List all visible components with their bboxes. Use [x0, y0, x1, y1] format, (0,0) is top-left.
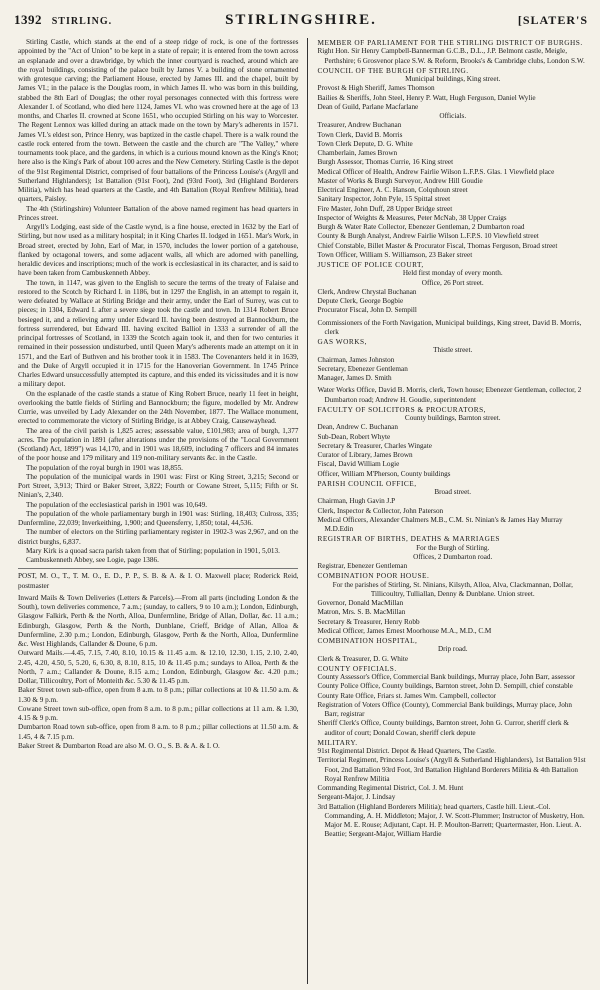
entry: Officer, William M'Pherson, County buildings	[317, 469, 451, 478]
entry: Right Hon. Sir Henry Campbell-Bannerman G.C.B., D.L., J.P. Belmont castle, Meigle, Perthshire; 6 Grosvenor place S.W. & Reform, Brooks's & Cambridge clubs, London S.W.	[317, 47, 585, 65]
entry: Registrar, Ebenezer Gentleman	[317, 562, 408, 570]
entry: County Assessor's Office, Commercial Bank buildings, Murray place, John Barr, assessor	[317, 673, 576, 681]
section-heading: COMBINATION HOSPITAL,	[317, 636, 418, 645]
section-subheading: Held first monday of every month.	[402, 269, 503, 278]
sub-office-entry: Baker Street town sub-office, open from 8 a.m. to 8 p.m.; pillar collections at 10 & 11.50 a.m. & 1.30 & 9 p.m.	[18, 686, 299, 704]
running-head: STIRLING.	[51, 16, 113, 27]
section-subheading: Officials.	[439, 112, 467, 120]
entry: Medical Officer of Health, Andrew Fairlie Wilson L.F.P.S. Glas. 1 Viewfield place	[317, 167, 555, 176]
entry: Curator of Library, James Brown	[317, 451, 413, 459]
entry: Sub-Dean, Robert Whyte	[317, 432, 391, 441]
entry: Water Works Office, David B. Morris, clerk, Town house; Ebenezer Gentleman, collector, 2 Dumbarton road; Andrew H. Goudie, superintendent	[317, 386, 582, 404]
section-heading: COUNTY OFFICIALS.	[317, 663, 397, 673]
entry: Chairman, James Johnston	[317, 355, 395, 364]
section-heading: COUNCIL OF THE BURGH OF STIRLING.	[317, 65, 469, 75]
entry: Procurator Fiscal, John D. Sempill	[317, 306, 417, 315]
entry: Depute Clerk, George Bogbie	[317, 297, 404, 305]
population-paragraph: The population of the royal burgh in 1901 was 18,855.	[26, 463, 183, 472]
entry: Medical Officer, James Ernest Moorhouse M.A., M.D., C.M	[317, 626, 492, 635]
population-paragraph: The population of the municipal wards in 1901 was: First or King Street, 3,215; Second or Port Street, 3,913; Third or Baker Street, 3,822; Fourth or Cowane Street, 5,115; Fifth or St. Ninian's, 2,340.	[18, 472, 299, 500]
text-columns	[18, 38, 588, 984]
entry: Clerk, Andrew Chrystal Buchanan	[317, 287, 417, 296]
entry: Fire Master, John Duff, 28 Upper Bridge street	[317, 204, 453, 213]
sub-office-entry: Cowane Street town sub-office, open from 8 a.m. to 8 p.m.; pillar collections at 11 a.m. & 1.30, 4.15 & 9 p.m.	[18, 704, 299, 722]
history-paragraph: Stirling Castle, which stands at the end of a steep ridge of rock, is one of the fortresses appointed by the "Act of Union" to be kept in a state of repair; it is entered from the town across an esplanade and over a drawbridge, by which the inner courtyard is reached, around which are the royal buildings, consisting of the palace built by James V. a building of stone ornamented with grotesque carving; the Parliament House, erected by James III. and the chapel, built by James VI.; in the palace is the Douglas room, in which James II. who was born in this building, stabbed the 8th Earl of Douglas; the other royal personages connected with this fortress were Alexander I. of Scotland, who died here 1124, James VI. who was crowned here at the age of 13 months, and Charles II. crowned at Scone 1651, who occupied Stirling on his way to Worcester. The Regent Lennox was killed during an attack made on the town by Mary's adherents in 1571. James VI.'s eldest son, Prince Henry, was baptized in the castle chapel. There is a walk round the castle rock entered from the town. Between the castle and the church are "The Valley," where tournaments took place, and the gardens, in which is a curious mound known as the King's Knot; here also is the King's Park of about 100 acres and the New Cemetery. Stirling Castle is the depot of the 91st Regimental District, comprised of four battalions of the Princess Louise's (Argyll and Sutherland Highlanders); 1st Battalion (91st Foot), 2nd (93rd Foot), 3rd (Highland Borderers Militia), which has head quarters at the Castle, and 4th Battalion (Royal Renfrew Militia), head quarters, Paisley.	[18, 38, 299, 204]
entry: Chief Constable, Billet Master & Procurator Fiscal, Thomas Ferguson, Broad street	[317, 241, 558, 250]
entry: Medical Officers, Alexander Chalmers M.B., C.M. St. Ninian's & James Hay Murray M.D.Edin	[317, 515, 563, 533]
population-paragraph: The population of the whole parliamentary burgh in 1901 was: Stirling, 18,403; Culross, 335; Dunfermline, 22,039; Inverkeithing, 1,900; and Queensferry, 1,850; total, 44,536.	[18, 509, 299, 527]
entry: Clerk & Treasurer, D. G. White	[317, 654, 409, 663]
entry: Secretary & Treasurer, Henry Robb	[317, 617, 420, 626]
entry: Manager, James D. Smith	[317, 374, 392, 382]
section-heading: REGISTRAR OF BIRTHS, DEATHS & MARRIAGES	[317, 534, 500, 544]
section-subheading: For the parishes of Stirling, St. Ninians, Kilsyth, Alloa, Alva, Clackmannan, Dollar, Tillicoultry, Tulliallan, Denny & Dunblane. Union street.	[332, 580, 573, 598]
entry: 3rd Battalion (Highland Borderers Militia); head quarters, Castle hill. Lieut.-Col. Commanding, A. H. Middleton; Major, J. W. Scott-Plummer; Instructor of Musketry, Hon. Major M. E. Rouse; Adjutant, Capt. H. P. Moulton-Barrett; Quartermaster, Hon. Lieut. A. Beattie; Sergeant-Major, William Hardie	[317, 802, 585, 839]
history-paragraph: On the esplanade of the castle stands a statue of King Robert Bruce, nearly 11 feet in height, overlooking the battle fields of Stirling and Bannockburn; the figure, modelled by Mr. Andrew Currie, was unveiled by Lady Alexander on the 24th November, 1877. The Wallace monument, erected to commemorate the victory of Stirling Bridge, is at Abbey Craig, Causewayhead.	[18, 389, 299, 426]
entry: Chairman, Hugh Gavin J.P	[317, 497, 396, 506]
population-paragraph: The number of electors on the Stirling parliamentary register in 1902-3 was 2,967, and on the district burghs, 6,837.	[18, 528, 299, 546]
population-paragraph: The population of the ecclesiastical parish in 1901 was 10,649.	[26, 500, 208, 509]
divider	[18, 568, 298, 569]
entry: Fiscal, David William Logie	[317, 460, 400, 469]
section-subheading: Office, 26 Port street.	[421, 278, 484, 287]
entry: Burgh Assessor, Thomas Currie, 16 King street	[317, 158, 454, 167]
entry: Chamberlain, James Brown	[317, 149, 398, 157]
history-paragraph: The 4th (Stirlingshire) Volunteer Battalion of the above named regiment has head quarters in Princes street.	[18, 204, 299, 222]
entry: Inspector of Weights & Measures, Peter McNab, 38 Upper Craigs	[317, 213, 507, 222]
left-column	[18, 38, 307, 984]
cross-reference: Cambuskenneth Abbey, see Logie, page 1386.	[26, 556, 159, 564]
entry: County Rate Office, Friars st. James Wm. Campbell, collector	[317, 691, 497, 700]
entry: Governor, Donald MacMillan	[317, 599, 404, 607]
section-subheading: Broad street.	[434, 488, 472, 496]
entry: Secretary, Ebenezer Gentleman	[317, 364, 408, 373]
page-title: STIRLINGSHIRE.	[225, 12, 377, 28]
history-paragraph: The town, in 1147, was given to the English to secure the terms of the treaty of Falaise and restored to the Scotch by Richard I. in 1186, but in 1297 the English, in an attempt to regain it, were defeated by Wallace at Stirling Bridge and their army, under the Earl of Surrey, was cut to pieces; in 1304, Edward I. after a severe siege took the castle and town. In 1314 Robert Bruce besieged it, and a relieving army under Edward II. having been destroyed at Bannockburn, the fortress surrendered, but Edward III. having excited Balliol in 1333 a surrender of all the principal fortresses of Scotland, in 1339 the Scotch again took it, and then for two centuries it remained in their possession undisturbed, until Queen Mary's adherents made an attempt on it in 1571, and the Earl of Buthven and his brother took it in 1583. The Covenanters held it in 1639, and the Duke of Argyll occupied it in 1715 for the Hanoverian Government. In 1745 Prince Charles Edward unsuccessfully attempted its capture, and this ended its vicissitudes and it is now a military depot.	[18, 278, 299, 389]
entry: Sanitary Inspector, John Pyle, 15 Spittal street	[317, 195, 451, 204]
entry: Dean, Andrew C. Buchanan	[317, 423, 398, 432]
entry: County & Burgh Analyst, Andrew Fairlie Wilson L.F.P.S. 10 Viewfield street	[317, 232, 539, 241]
entry: Electrical Engineer, A. C. Hanson, Colquhoun street	[317, 186, 468, 194]
entry: Territorial Regiment, Princess Louise's (Argyll & Sutherland Highlanders), 1st Battalion 91st Foot, 2nd Battalion 93rd Foot, 3rd Battalion Highland Borderers Militia & 4th Battalion Royal Renfrew Militia	[317, 756, 586, 783]
section-heading: MILITARY.	[317, 737, 358, 747]
entry: Registration of Voters Office (County), Commercial Bank buildings, Murray place, John Barr, registrar	[317, 700, 572, 718]
entry: Burgh & Water Rate Collector, Ebenezer Gentleman, 2 Dumbarton road	[317, 223, 525, 231]
population-paragraph: Mary Kirk is a quoad sacra parish taken from that of Stirling; population in 1901, 5,013.	[26, 546, 280, 555]
entry: Sergeant-Major, J. Lindsay	[317, 793, 396, 802]
sub-office-entry: Baker Street & Dumbarton Road are also M. O. O., S. B. & A. & I. O.	[18, 741, 220, 750]
publisher-mark: [SLATER'S	[517, 13, 588, 27]
section-heading: JUSTICE OF POLICE COURT,	[317, 260, 424, 269]
entry: 91st Regimental District. Depot & Head Quarters, The Castle.	[317, 747, 496, 755]
page-header	[14, 12, 588, 34]
entry: Town Clerk, David B. Morris	[317, 130, 403, 139]
entry: Commissioners of the Forth Navigation, Municipal buildings, King street, David B. Morris, clerk	[317, 318, 582, 336]
section-subheading: For the Burgh of Stirling.	[416, 543, 490, 552]
section-heading: COMBINATION POOR HOUSE.	[317, 571, 430, 581]
entry: County Police Office, County buildings, Barnton street, John D. Sempill, chief constable	[317, 682, 573, 691]
entry: Dean of Guild, Parlane Macfarlane	[317, 102, 419, 111]
entry: Town Clerk Depute, D. G. White	[317, 139, 413, 148]
sub-office-entry: Dumbarton Road town sub-office, open from 8 a.m. to 8 p.m.; pillar collections at 11.50 a.m. & 1.45, 4 & 7.15 p.m.	[18, 723, 299, 741]
page-number: 1392	[14, 12, 42, 27]
entry: Town Officer, William S. Williamson, 23 Baker street	[317, 250, 473, 259]
entry: Commanding Regimental District, Col. J. M. Hunt	[317, 784, 464, 792]
entry: Treasurer, Andrew Buchanan	[317, 121, 402, 130]
entry: Matron, Mrs. S. B. MacMillan	[317, 608, 406, 617]
mail-entry: Outward Mails.—4.45, 7.15, 7.40, 8.10, 10.15 & 11.45 a.m. & 12.10, 12.30, 1.15, 2.10, 2.40, 2.45, 4.20, 4.50, 5, 5.20, 6, 6.30, 8, 8.10, 8.15, 10 & 11.45 p.m.; sundays to Alloa, Perth & the North, 7 a.m.; Callander & Doune, 8.15 a.m.; London, Edinburgh, Glasgow &c. 4.20 p.m.; Dollar, Tillicoultry, Port of Monteith &c. 5.30 & 11.45 p.m.	[18, 649, 299, 685]
section-heading: FACULTY OF SOLICITORS & PROCURATORS,	[317, 404, 486, 414]
population-paragraph: The area of the civil parish is 1,825 acres; assessable value, £101,983; area of burgh, 1,377 acres. The population in 1891 (after alterations under the provisions of the "Local Government (Scotland) Act, 1899") was 14,170, and in 1901 was 18,609, including 7 officers and 84 inmates of the poor house and 179 military and 119 non-military servants &c. in the Castle.	[18, 426, 299, 463]
section-subheading: Municipal buildings, King street.	[405, 75, 501, 83]
entry: Provost & High Sheriff, James Thomson	[317, 84, 435, 93]
post-office-entry: POST, M. O., T., T. M. O., E. D., P. P., S. B. & A. & I. O. Maxwell place; Roderick Reid, postmaster	[18, 572, 299, 590]
section-heading: GAS WORKS,	[317, 337, 367, 346]
right-column	[308, 38, 588, 984]
section-subheading: Offices, 2 Dumbarton road.	[413, 552, 493, 561]
section-heading: MEMBER OF PARLIAMENT FOR THE STIRLING DISTRICT OF BURGHS.	[317, 38, 583, 47]
entry: Master of Works & Burgh Surveyor, Andrew Hill Goudie	[317, 176, 483, 185]
section-subheading: Thistle street.	[433, 346, 473, 355]
entry: Secretary & Treasurer, Charles Wingate	[317, 441, 432, 450]
history-paragraph: Argyll's Lodging, east side of the Castle wynd, is a fine house, erected in 1632 by the Earl of Stirling, but now used as a military hospital; in it King Charles II. lodged in 1651. Mar's Work, in Broad street, erected by John, Earl of Mar, in 1570, includes the lower portion of a gatehouse, flanked by octagonal towers, and some adjacent walls, all which are adorned with panelling, heraldic devices and inscriptions; much of the work is ecclesiastical in its character, and is said to have been taken from Cambuskenneth Abbey.	[18, 223, 299, 278]
mail-entry: Inward Mails & Town Deliveries (Letters & Parcels).—From all parts (including London & the South), town deliveries commence, 7 a.m.; (sunday, to callers, 9 to 10 a.m.); London, Edinburgh, Glasgow Falkirk, Perth & the North, Alloa, Dunfermline, Bridge of Allan, Dollar, &c. 11 a.m.; Edinburgh, Glasgow, Perth & the North, Dunblane, Crieff, Bridge of Allan, Alloa & Dunfermline, 2.30 p.m.; London, Edinburgh, Glasgow, Perth & the North, Alloa, Dunfermline &c. West Highlands, Callander & Doune, 6 p.m.	[18, 593, 299, 648]
entry: Clerk, Inspector & Collector, John Paterson	[317, 506, 444, 515]
entry: Bailies & Sheriffs, John Steel, Henry P. Watt, Hugh Ferguson, Daniel Wylie	[317, 93, 536, 102]
entry: Sheriff Clerk's Office, County buildings, Barnton street, John G. Curror, sheriff clerk & auditor of court; Donald Cowan, sheriff clerk depute	[317, 719, 569, 737]
section-heading: PARISH COUNCIL OFFICE,	[317, 478, 417, 488]
page-number-block	[14, 12, 144, 28]
section-subheading: County buildings, Barnton street.	[404, 414, 501, 422]
section-subheading: Drip road.	[437, 645, 468, 654]
